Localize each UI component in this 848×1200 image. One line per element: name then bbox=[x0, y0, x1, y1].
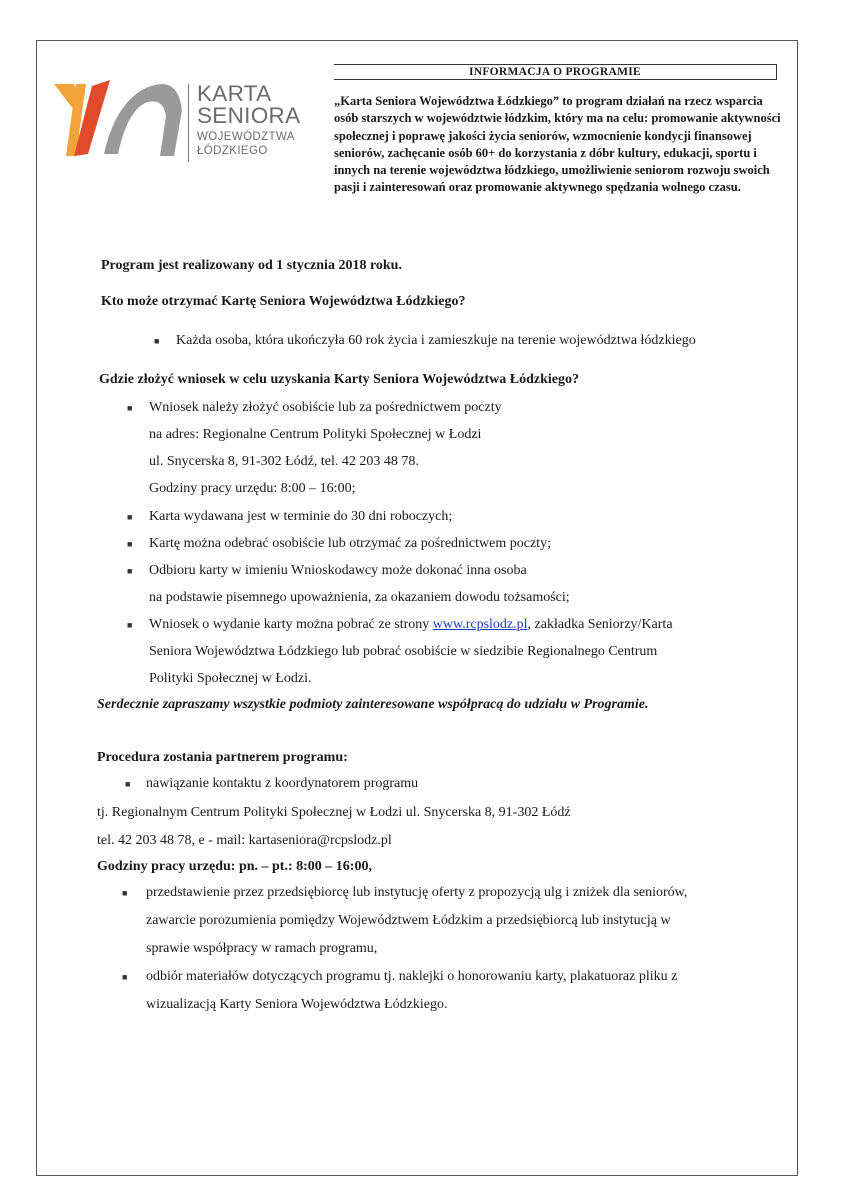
bullet-icon: ■ bbox=[127, 620, 133, 630]
where-item-1-line-1: Wniosek należy złożyć osobiście lub za pośrednictwem poczty bbox=[149, 400, 502, 415]
bullet-icon: ■ bbox=[127, 566, 133, 576]
partner-item-2-line-3: sprawie współpracy w ramach programu, bbox=[146, 941, 378, 956]
info-text: „Karta Seniora Województwa Łódzkiego” to program działań na rzecz wsparcia osób starszych w województwie łódzkim, który ma na celu: promowanie aktywności społecznej i poprawę jakości życia seniorów, wzmocnienie kondycji finansowej seniorów, zachęcanie osób 60+ do korzystania z dóbr kultury, edukacji, sportu i innych na terenie województwa łódzkiego, umożliwienie seniorom rozwoju swoich pasji i zainteresowań oraz promowanie aktywnego spędzania wolnego czasu. bbox=[334, 94, 781, 195]
where-item-2: Karta wydawana jest w terminie do 30 dni roboczych; bbox=[149, 509, 453, 524]
logo-emblem-icon bbox=[52, 76, 192, 166]
where-item-1-line-3: ul. Snycerska 8, 91-302 Łódź, tel. 42 203 48 78. bbox=[149, 454, 419, 469]
logo-line-3: WOJEWÓDZTWA bbox=[197, 131, 295, 143]
partner-heading: Procedura zostania partnerem programu: bbox=[97, 750, 348, 765]
bullet-icon: ■ bbox=[125, 779, 131, 789]
rcps-website-link[interactable]: www.rcpslodz.pl bbox=[432, 617, 528, 632]
bullet-icon: ■ bbox=[127, 539, 133, 549]
where-item-5-line-1 bbox=[149, 617, 673, 633]
where-item-1-line-2: na adres: Regionalne Centrum Polityki Społecznej w Łodzi bbox=[149, 427, 482, 442]
logo-line-4: ŁÓDZKIEGO bbox=[197, 145, 268, 157]
bullet-icon: ■ bbox=[154, 336, 160, 346]
where-item-5-line-2: Seniora Województwa Łódzkiego lub pobrać osobiście w siedzibie Regionalnego Centrum bbox=[149, 644, 658, 659]
info-heading: INFORMACJA O PROGRAMIE bbox=[334, 64, 777, 80]
partner-item-3-line-1: odbiór materiałów dotyczących programu tj. naklejki o honorowaniu karty, plakatuoraz pliku z bbox=[146, 969, 678, 984]
who-heading: Kto może otrzymać Kartę Seniora Województwa Łódzkiego? bbox=[101, 294, 466, 309]
bullet-icon: ■ bbox=[127, 403, 133, 413]
bullet-icon: ■ bbox=[122, 972, 128, 982]
partner-address: tj. Regionalnym Centrum Polityki Społecznej w Łodzi ul. Snycerska 8, 91-302 Łódź bbox=[97, 805, 571, 820]
partner-item-2-line-1: przedstawienie przez przedsiębiorcę lub instytucję oferty z propozycją ulg i zniżek dla seniorów, bbox=[146, 885, 688, 900]
bullet-icon: ■ bbox=[127, 512, 133, 522]
logo-divider bbox=[188, 84, 189, 162]
where-item-5-pre: Wniosek o wydanie karty można pobrać ze strony bbox=[149, 617, 433, 632]
partner-item-1: nawiązanie kontaktu z koordynatorem programu bbox=[146, 776, 419, 791]
where-item-4-line-2: na podstawie pisemnego upoważnienia, za okazaniem dowodu tożsamości; bbox=[149, 590, 570, 605]
bullet-icon: ■ bbox=[122, 888, 128, 898]
where-item-5-line-3: Polityki Społecznej w Łodzi. bbox=[149, 671, 312, 686]
partner-contact: tel. 42 203 48 78, e - mail: kartaseniora@rcpslodz.pl bbox=[97, 833, 392, 848]
partner-item-2-line-2: zawarcie porozumienia pomiędzy Województwem Łódzkim a przedsiębiorcą lub instytucją w bbox=[146, 913, 671, 928]
who-item: Każda osoba, która ukończyła 60 rok życia i zamieszkuje na terenie województwa łódzkiego bbox=[176, 333, 696, 348]
logo bbox=[52, 76, 302, 166]
partner-item-3-line-2: wizualizacją Karty Seniora Województwa Łódzkiego. bbox=[146, 997, 448, 1012]
logo-line-2: SENIORA bbox=[197, 103, 301, 128]
logo-line-1: KARTA bbox=[197, 81, 272, 106]
logo-wordmark bbox=[197, 83, 300, 159]
where-item-5-post: , zakładka Seniorzy/Karta bbox=[527, 617, 673, 632]
program-start: Program jest realizowany od 1 stycznia 2018 roku. bbox=[101, 258, 402, 273]
where-item-4-line-1: Odbioru karty w imieniu Wnioskodawcy może dokonać inna osoba bbox=[149, 563, 527, 578]
where-item-1-line-4: Godziny pracy urzędu: 8:00 – 16:00; bbox=[149, 481, 356, 496]
where-item-3: Kartę można odebrać osobiście lub otrzymać za pośrednictwem poczty; bbox=[149, 536, 551, 551]
where-heading: Gdzie złożyć wniosek w celu uzyskania Karty Seniora Województwa Łódzkiego? bbox=[99, 372, 579, 387]
partner-hours: Godziny pracy urzędu: pn. – pt.: 8:00 – 16:00, bbox=[97, 859, 372, 874]
invitation: Serdecznie zapraszamy wszystkie podmioty zainteresowane współpracą do udziału w Programie. bbox=[97, 697, 649, 712]
